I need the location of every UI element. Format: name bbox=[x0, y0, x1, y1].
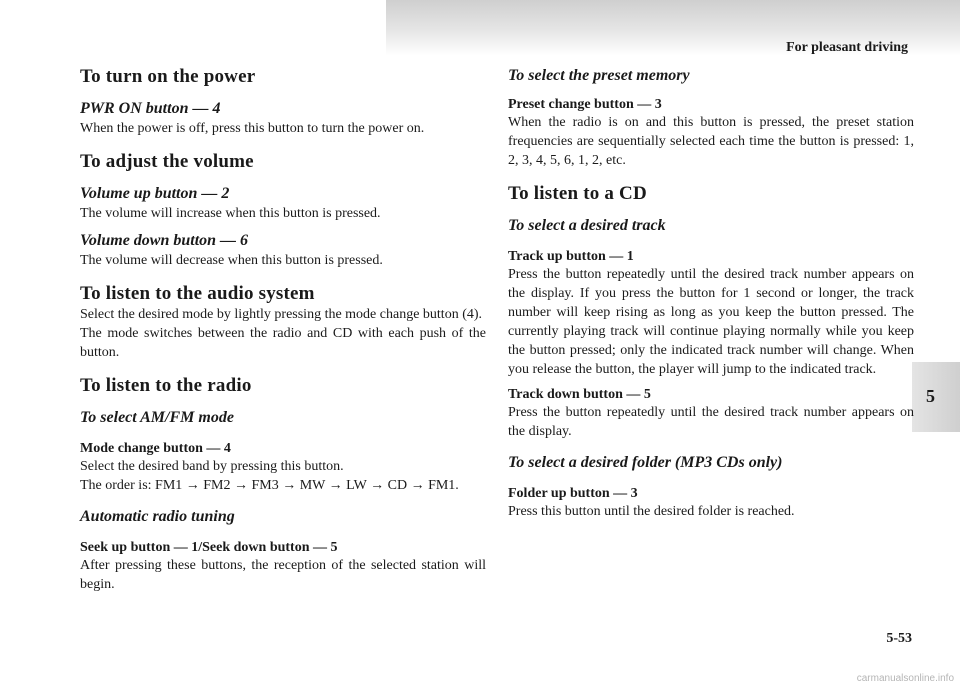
label-preset-change-button: Preset change button — 3 bbox=[508, 97, 662, 112]
subheading-desired-track: To select a desired track bbox=[508, 217, 666, 234]
text-volume-down: The volume will decrease when this button is pressed. bbox=[80, 253, 383, 268]
text-track-up: Press the button repeatedly until the desired track number appears on the display. If you press the button for 1 second or longer, the track number will keep rising as long as you keep the button pressed. The currently playing track will continue playing normally while you keep the button pressed; only the indicated track number will change. When you release the button, the player will jump to the indicated track. bbox=[508, 267, 914, 377]
subheading-preset-memory: To select the preset memory bbox=[508, 67, 690, 84]
heading-audio-system: To listen to the audio system bbox=[80, 283, 315, 304]
right-column bbox=[508, 66, 914, 521]
text-seek: After pressing these buttons, the reception of the selected station will begin. bbox=[80, 558, 486, 592]
watermark: carmanualsonline.info bbox=[856, 673, 954, 684]
heading-cd: To listen to a CD bbox=[508, 183, 647, 204]
left-column bbox=[80, 66, 486, 594]
label-volume-up-button: Volume up button — 2 bbox=[80, 185, 230, 202]
subheading-auto-tuning: Automatic radio tuning bbox=[80, 508, 235, 525]
subheading-am-fm-mode: To select AM/FM mode bbox=[80, 409, 234, 426]
heading-power: To turn on the power bbox=[80, 66, 256, 87]
label-pwr-on-button: PWR ON button — 4 bbox=[80, 100, 221, 117]
text-audio-2: The mode switches between the radio and CD with each push of the button. bbox=[80, 326, 486, 360]
heading-volume: To adjust the volume bbox=[80, 151, 254, 172]
label-folder-up-button: Folder up button — 3 bbox=[508, 486, 638, 501]
text-track-down: Press the button repeatedly until the desired track number appears on the display. bbox=[508, 405, 914, 439]
text-mode-2: The order is: FM1 → FM2 → FM3 → MW → LW → CD → FM1. bbox=[80, 478, 459, 493]
page-number: 5-53 bbox=[886, 631, 912, 646]
text-preset: When the radio is on and this button is pressed, the preset station frequencies are sequentially selected each time the button is pressed: 1, 2, 3, 4, 5, 6, 1, 2, etc. bbox=[508, 115, 914, 168]
heading-radio: To listen to the radio bbox=[80, 375, 252, 396]
label-seek-buttons: Seek up button — 1/Seek down button — 5 bbox=[80, 540, 338, 555]
label-track-down-button: Track down button — 5 bbox=[508, 387, 651, 402]
subheading-desired-folder: To select a desired folder (MP3 CDs only) bbox=[508, 454, 783, 471]
text-volume-up: The volume will increase when this button is pressed. bbox=[80, 206, 381, 221]
label-mode-change-button: Mode change button — 4 bbox=[80, 441, 231, 456]
section-title: For pleasant driving bbox=[786, 40, 908, 55]
chapter-number: 5 bbox=[926, 386, 935, 406]
label-volume-down-button: Volume down button — 6 bbox=[80, 232, 249, 249]
chapter-tab bbox=[912, 362, 960, 432]
label-track-up-button: Track up button — 1 bbox=[508, 249, 634, 264]
text-pwr-on: When the power is off, press this button to turn the power on. bbox=[80, 121, 425, 136]
text-audio-1: Select the desired mode by lightly pressing the mode change button (4). bbox=[80, 307, 483, 322]
text-folder-up: Press this button until the desired folder is reached. bbox=[508, 504, 795, 519]
text-mode-1: Select the desired band by pressing this button. bbox=[80, 459, 344, 474]
